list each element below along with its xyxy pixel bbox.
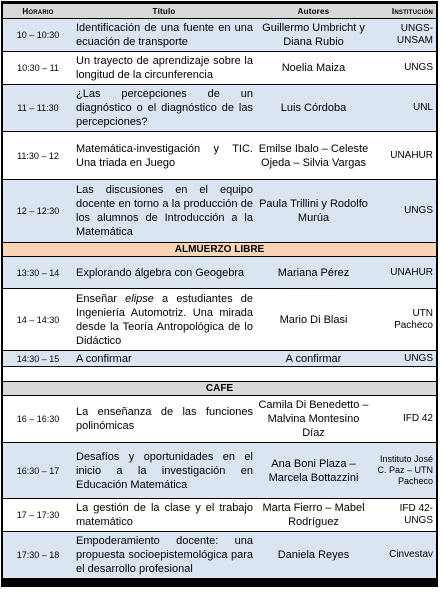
authors-cell: Noelia Maiza bbox=[255, 52, 372, 84]
schedule-frame bbox=[1, 1, 438, 587]
table-row bbox=[3, 52, 436, 84]
header-time: Horario bbox=[3, 4, 73, 18]
title-cell: A confirmar bbox=[73, 351, 255, 366]
time-cell: 11 – 11:30 bbox=[3, 85, 73, 131]
authors-cell: Emilse Ibalo – Celeste Ojeda – Silvia Vargas bbox=[255, 132, 372, 179]
institution-cell: UTN Pacheco bbox=[372, 289, 436, 350]
header-authors: Autores bbox=[255, 4, 372, 18]
institution-cell: UNAHUR bbox=[372, 257, 436, 288]
title-cell: Explorando álgebra con Geogebra bbox=[73, 257, 255, 288]
title-emphasis: elipse bbox=[125, 292, 154, 305]
title-cell: Identificación de una fuente en una ecuación de transporte bbox=[73, 19, 255, 51]
authors-cell: Ana Boni Plaza – Marcela Bottazzini bbox=[255, 443, 372, 498]
time-cell: 10 – 10:30 bbox=[3, 19, 73, 51]
institution-cell: IFD 42 bbox=[372, 396, 436, 442]
institution-cell: UNGS bbox=[372, 351, 436, 366]
authors-cell: Camila Di Benedetto – Malvina Montesino Díaz bbox=[255, 396, 372, 442]
title-prefix: Enseñar bbox=[76, 292, 126, 305]
institution-cell: UNGS-UNSAM bbox=[372, 19, 436, 51]
table-row bbox=[3, 289, 436, 350]
lunch-break-label: ALMUERZO LIBRE bbox=[3, 243, 436, 256]
table-row bbox=[3, 532, 436, 578]
time-cell: 14 – 14:30 bbox=[3, 289, 73, 350]
cafe-break-row bbox=[3, 382, 436, 395]
institution-cell: UNL bbox=[372, 85, 436, 131]
institution-cell: Instituto José C. Paz – UTN Pacheco bbox=[372, 443, 436, 498]
table-row bbox=[3, 85, 436, 131]
institution-cell: UNAHUR bbox=[372, 132, 436, 179]
time-cell: 16:30 – 17 bbox=[3, 443, 73, 498]
table-row bbox=[3, 499, 436, 531]
header-row bbox=[3, 4, 436, 18]
institution-cell: UNGS bbox=[372, 180, 436, 242]
table-row bbox=[3, 396, 436, 442]
spacer-row bbox=[3, 367, 436, 381]
time-cell: 14:30 – 15 bbox=[3, 351, 73, 366]
title-cell: Las discusiones en el equipo docente en torno a la producción de los alumnos de Introducción a la Matemática bbox=[73, 180, 255, 242]
table-row bbox=[3, 351, 436, 366]
authors-cell: Mario Di Blasi bbox=[255, 289, 372, 350]
time-cell: 13:30 – 14 bbox=[3, 257, 73, 288]
cafe-break-label: CAFE bbox=[3, 382, 436, 395]
time-cell: 12 – 12:30 bbox=[3, 180, 73, 242]
table-row bbox=[3, 257, 436, 288]
authors-cell: Daniela Reyes bbox=[255, 532, 372, 578]
title-cell bbox=[73, 289, 255, 350]
header-institution: Institución bbox=[372, 4, 436, 18]
authors-cell: Paula Trillini y Rodolfo Murúa bbox=[255, 180, 372, 242]
authors-cell: Marta Fierro – Mabel Rodríguez bbox=[255, 499, 372, 531]
institution-cell: UNGS bbox=[372, 52, 436, 84]
table-row bbox=[3, 132, 436, 179]
table-row bbox=[3, 19, 436, 51]
institution-cell: Cinvestav bbox=[372, 532, 436, 578]
institution-cell: IFD 42-UNGS bbox=[372, 499, 436, 531]
title-cell: ¿Las percepciones de un diagnóstico o el diagnóstico de las percepciones? bbox=[73, 85, 255, 131]
time-cell: 16 – 16:30 bbox=[3, 396, 73, 442]
authors-cell: Guillermo Umbricht y Diana Rubio bbox=[255, 19, 372, 51]
table-row bbox=[3, 180, 436, 242]
spacer-cell bbox=[3, 367, 436, 381]
title-cell: Desafíos y oportunidades en el inicio a la investigación en Educación Matemática bbox=[73, 443, 255, 498]
time-cell: 10:30 – 11 bbox=[3, 52, 73, 84]
title-suffix: a estudiantes de Ingeniería Automotriz. Una mirada desde la Teoría Antropológica de lo Didáctico bbox=[76, 292, 253, 347]
title-cell: Un trayecto de aprendizaje sobre la longitud de la circunferencia bbox=[73, 52, 255, 84]
title-cell: La enseñanza de las funciones polinómicas bbox=[73, 396, 255, 442]
title-cell: La gestión de la clase y el trabajo matemático bbox=[73, 499, 255, 531]
authors-cell: A confirmar bbox=[255, 351, 372, 366]
time-cell: 17:30 – 18 bbox=[3, 532, 73, 578]
schedule-table bbox=[3, 3, 436, 579]
time-cell: 17 – 17:30 bbox=[3, 499, 73, 531]
table-row bbox=[3, 443, 436, 498]
authors-cell: Mariana Pérez bbox=[255, 257, 372, 288]
header-title: Título bbox=[73, 4, 255, 18]
title-cell: Matemática-investigación y TIC. Una triada en Juego bbox=[73, 132, 255, 179]
title-cell: Empoderamiento docente: una propuesta socioepistemológica para el desarrollo profesional bbox=[73, 532, 255, 578]
authors-cell: Luis Córdoba bbox=[255, 85, 372, 131]
time-cell: 11:30 – 12 bbox=[3, 132, 73, 179]
lunch-break-row bbox=[3, 243, 436, 256]
